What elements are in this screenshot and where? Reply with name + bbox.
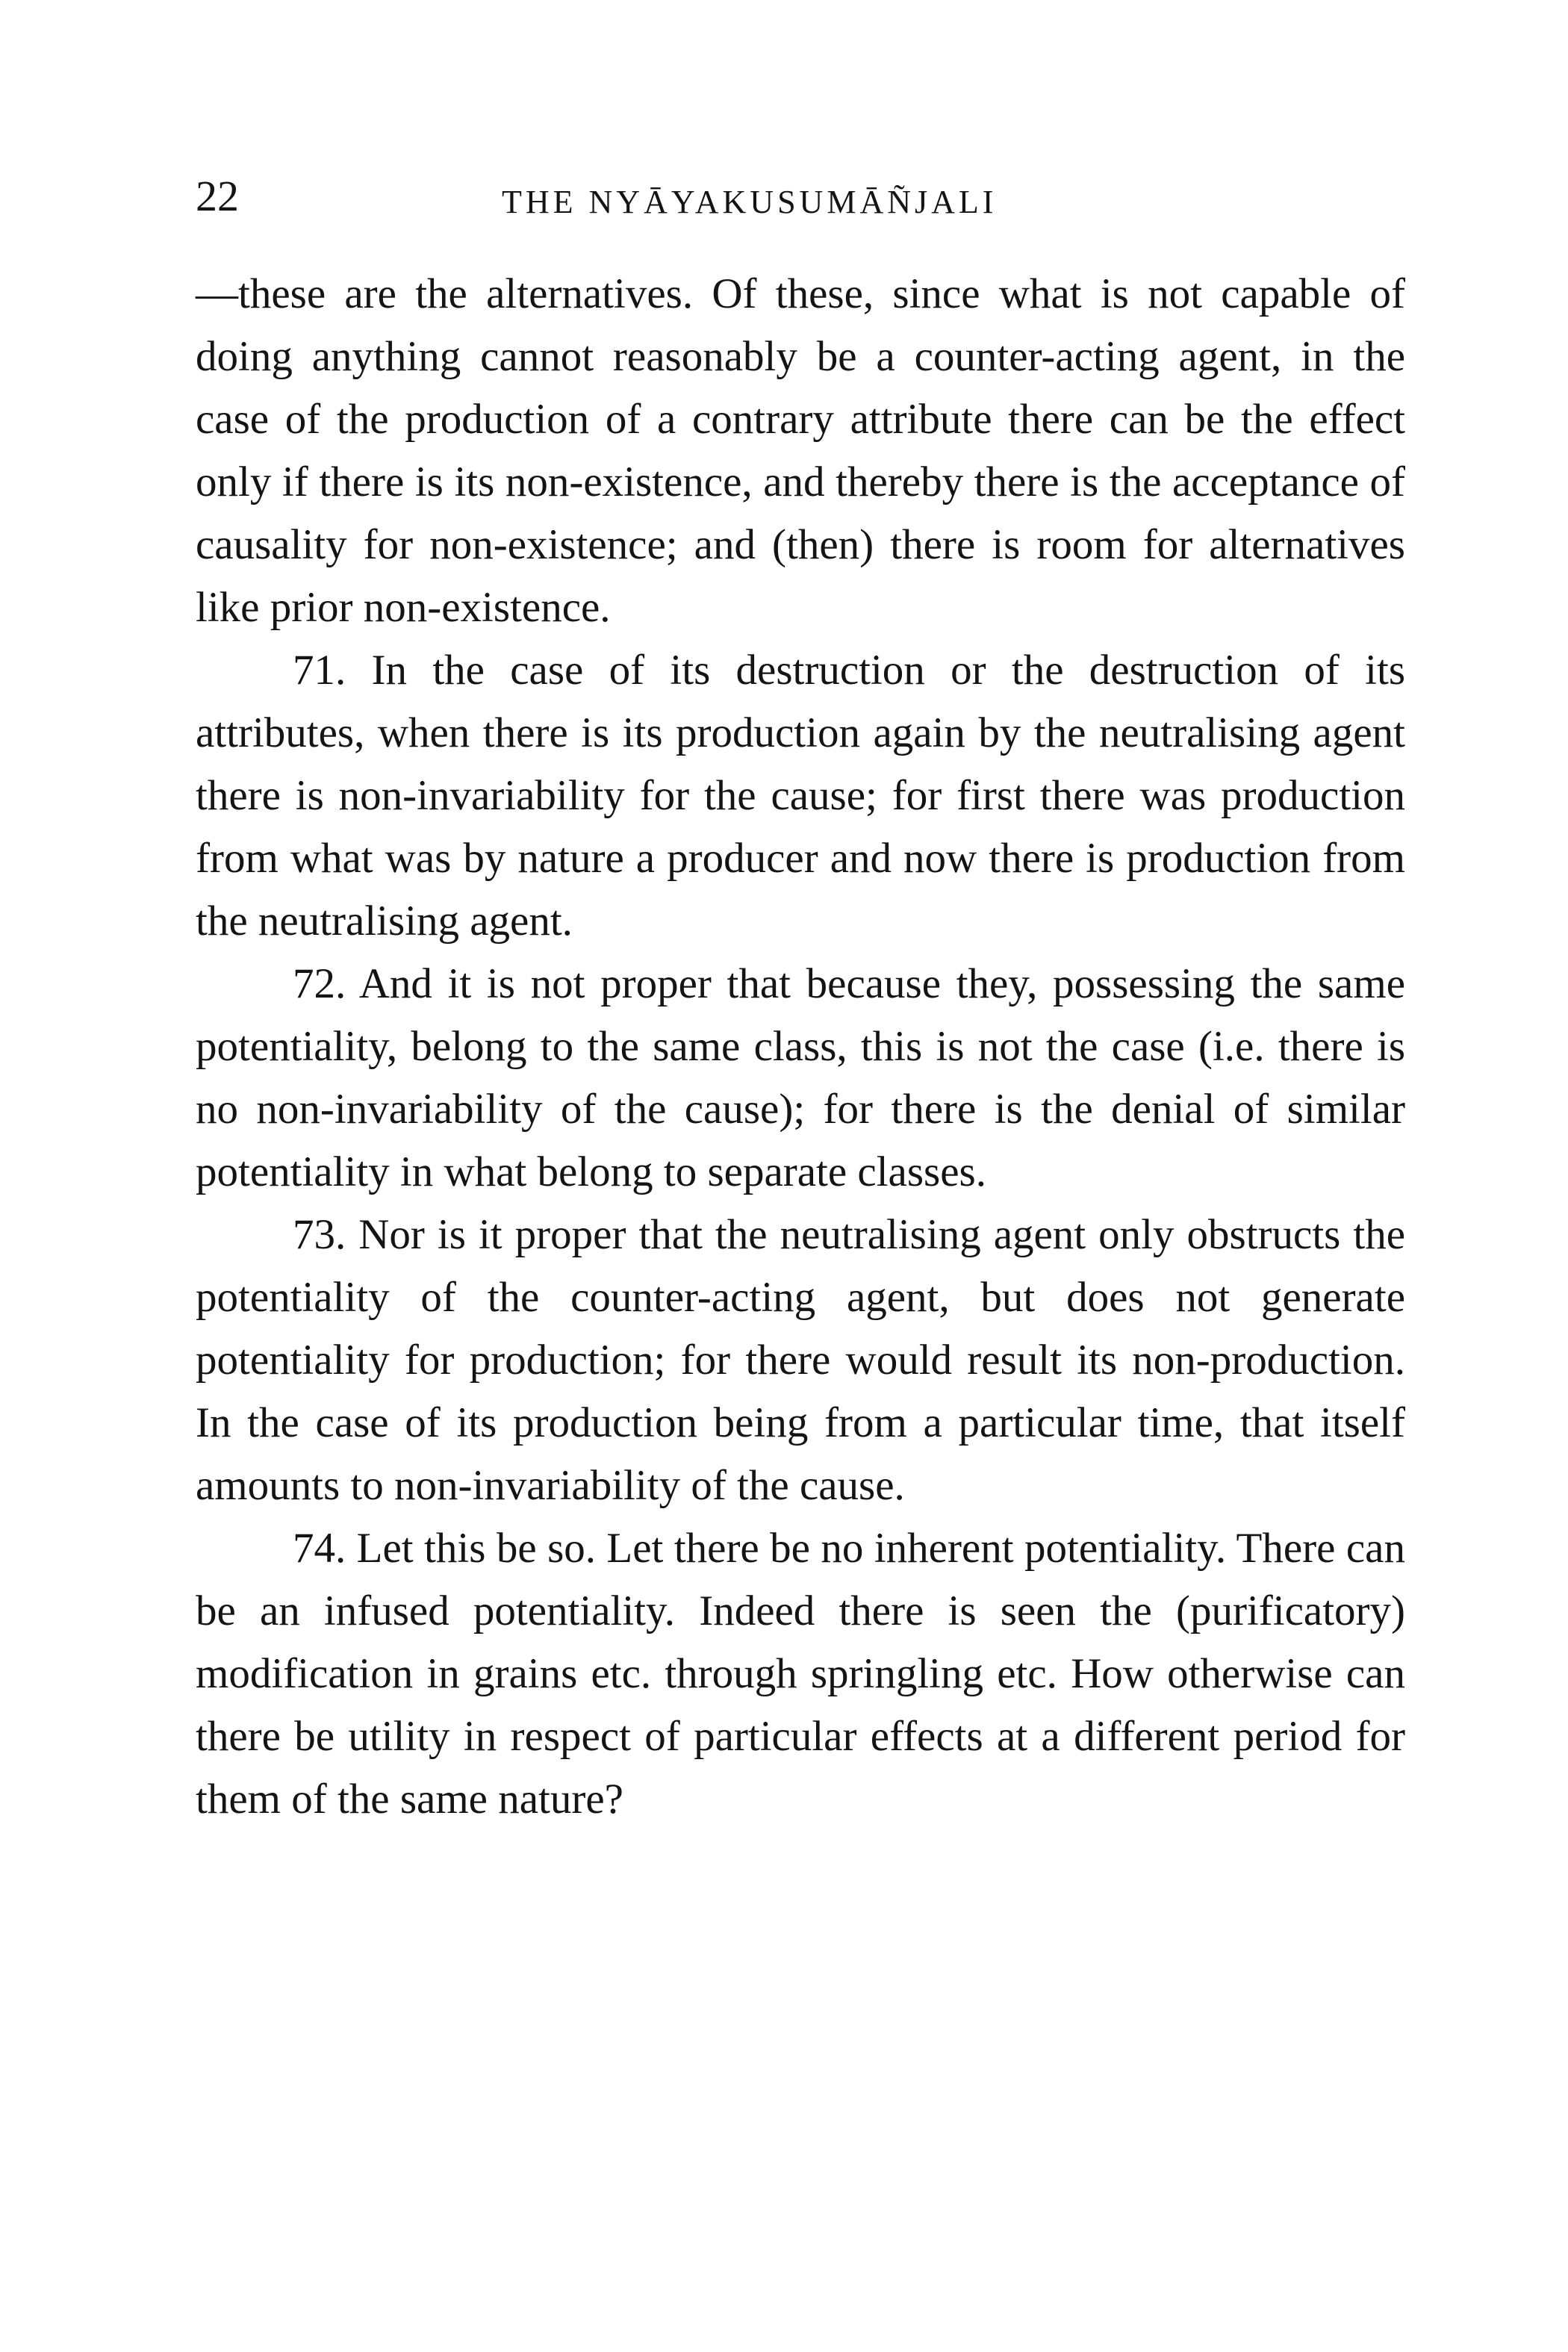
page-number: 22 [196, 172, 239, 220]
paragraph-73: 73. Nor is it proper that the neutralising agent only obstructs the potentiality of the counter-acting agent, but does not generate potentiality for production; for there would result its non-production. In the case of its production being from a particular time, that itself amounts to non-invariability of the cause. [196, 1211, 1405, 1509]
paragraph-74: 74. Let this be so. Let there be no inherent potentiality. There can be an infused potentiality. Indeed there is seen the (purificatory) modification in grains etc. through springling etc. How otherwise can there be utility in respect of particular effects at a different period for them of the same nature? [196, 1525, 1405, 1823]
body-text [196, 263, 1405, 1831]
paragraph-71: 71. In the case of its destruction or the destruction of its attributes, when there is its production again by the neutralising agent there is non-invariability for the cause; for first there was production from what was by nature a producer and now there is production from the neutralising agent. [196, 647, 1405, 945]
running-head [196, 163, 1405, 230]
paragraph-continuation: —these are the alternatives. Of these, since what is not capable of doing anything cannot reasonably be a counter-acting agent, in the case of the production of a contrary attribute there can be the effect only if there is its non-existence, and thereby there is the acceptance of causality for non-existence; and (then) there is room for alternatives like prior non-existence. [196, 270, 1405, 631]
book-title: THE NYĀYAKUSUMĀÑJALI [502, 184, 998, 220]
paragraph-72: 72. And it is not proper that because they, possessing the same potentiality, belong to the same class, this is not the case (i.e. there is no non-invariability of the cause); for there is the denial of similar potentiality in what belong to separate classes. [196, 960, 1405, 1195]
